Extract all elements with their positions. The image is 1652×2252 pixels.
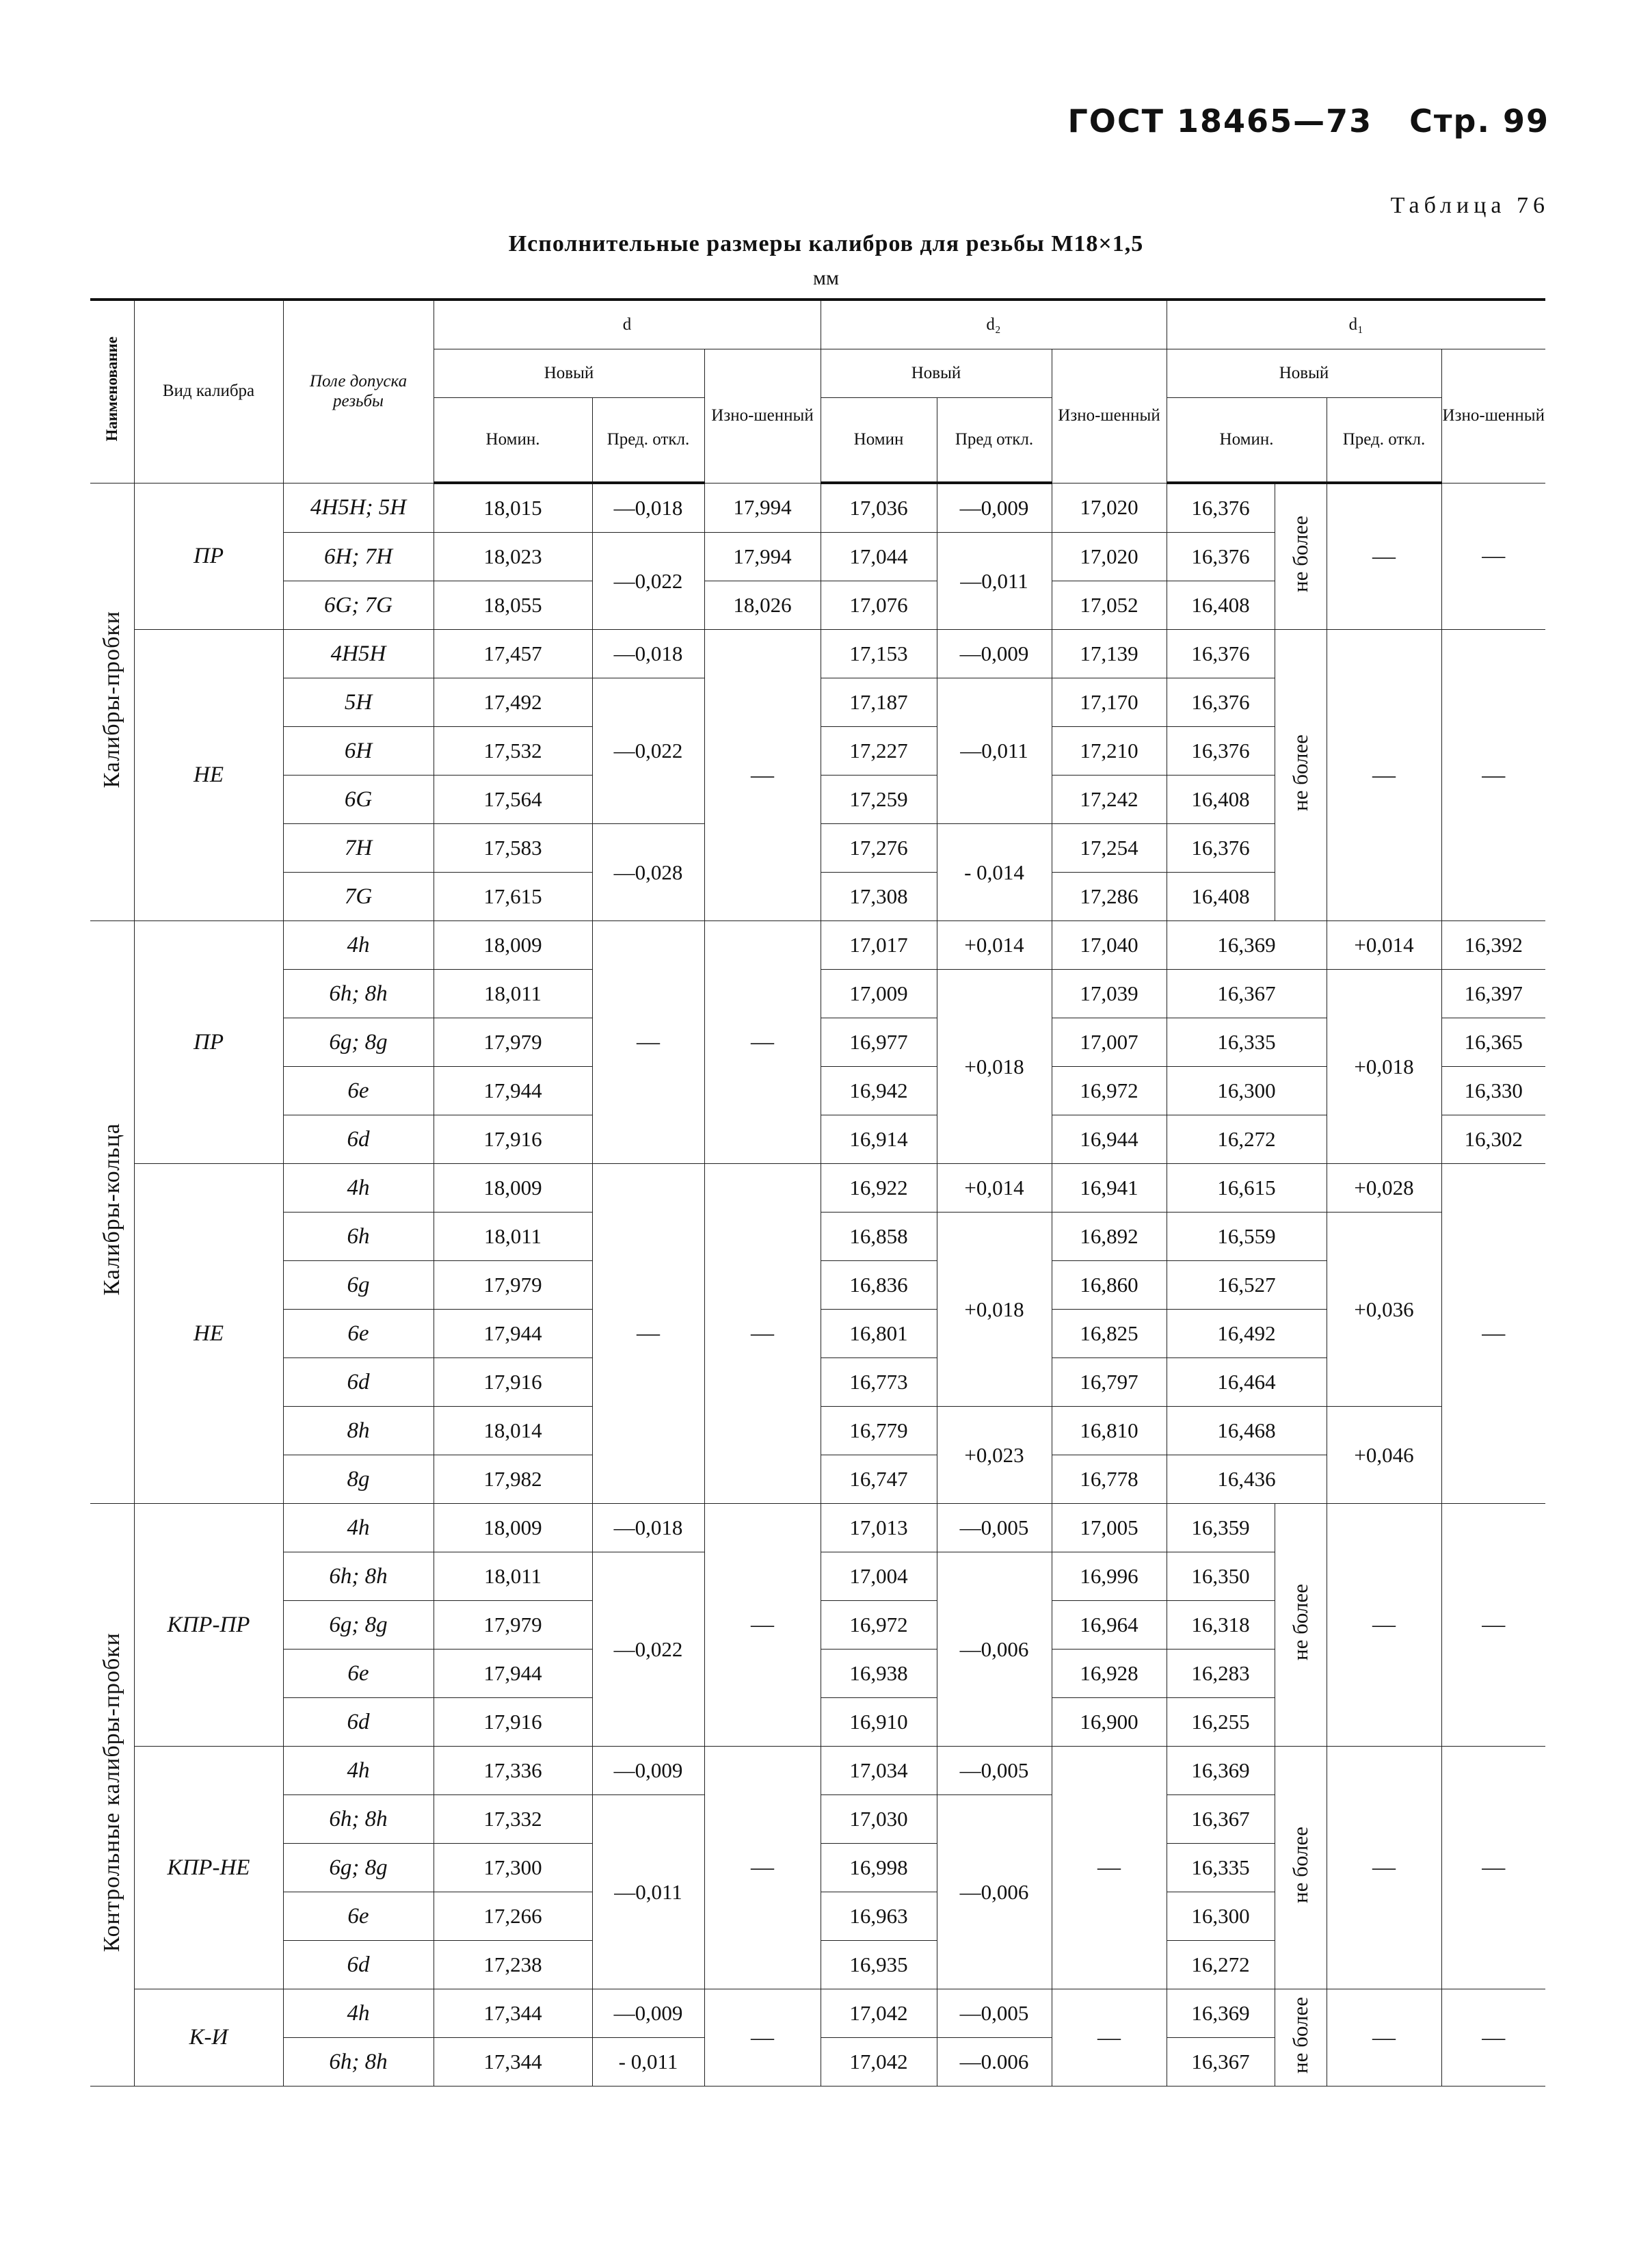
d2-worn-cell: 16,797 <box>1052 1358 1167 1407</box>
d2-nominal-cell: 16,977 <box>821 1018 937 1067</box>
tolerance-cell: 6e <box>283 1067 434 1115</box>
d1-dev-cell: — <box>1327 1747 1441 1989</box>
d1-worn-cell: 16,302 <box>1441 1115 1545 1164</box>
d1-worn-cell: 16,365 <box>1441 1018 1545 1067</box>
d1-dev-header: Пред. откл. <box>1327 398 1441 483</box>
d1-nominal-cell: 16,492 <box>1167 1310 1327 1358</box>
tolerance-cell: 5H <box>283 678 434 727</box>
d2-nominal-cell: 17,276 <box>821 824 937 873</box>
d1-worn-cell: 16,392 <box>1441 921 1545 970</box>
d1-nominal-cell: 16,300 <box>1167 1067 1327 1115</box>
tolerance-cell: 4h <box>283 921 434 970</box>
tolerance-cell: 6g; 8g <box>283 1018 434 1067</box>
d2-worn-cell: 16,860 <box>1052 1261 1167 1310</box>
group-label-plugs: Калибры-пробки <box>90 483 134 921</box>
d-nominal-cell: 18,011 <box>434 1552 592 1601</box>
d1-nominal-cell: 16,335 <box>1167 1018 1327 1067</box>
d1-nominal-cell: 16,350 <box>1167 1552 1275 1601</box>
d-nominal-cell: 17,979 <box>434 1261 592 1310</box>
d2-nominal-cell: 16,836 <box>821 1261 937 1310</box>
d-dev-cell: — <box>592 1164 704 1504</box>
tolerance-cell: 6G; 7G <box>283 581 434 630</box>
d2-nominal-cell: 16,998 <box>821 1844 937 1892</box>
d2-worn-cell: 16,928 <box>1052 1650 1167 1698</box>
d-worn-cell: — <box>704 630 821 921</box>
tolerance-cell: 6e <box>283 1892 434 1941</box>
d-nominal-cell: 17,982 <box>434 1455 592 1504</box>
d1-dev-cell: — <box>1327 1504 1441 1747</box>
d2-worn-cell: 16,944 <box>1052 1115 1167 1164</box>
tolerance-cell: 6H; 7H <box>283 533 434 581</box>
d-nominal-cell: 17,979 <box>434 1601 592 1650</box>
d2-worn-cell: 16,972 <box>1052 1067 1167 1115</box>
d-dev-cell: —0,022 <box>592 678 704 824</box>
d2-nominal-cell: 17,044 <box>821 533 937 581</box>
d1-nominal-cell: 16,318 <box>1167 1601 1275 1650</box>
tolerance-cell: 4h <box>283 1164 434 1213</box>
d2-worn-cell: 17,242 <box>1052 776 1167 824</box>
table-label: Таблица 76 <box>1390 193 1549 218</box>
d-nominal-cell: 17,615 <box>434 873 592 921</box>
table-row <box>90 1989 1545 2038</box>
d2-new-header: Новый <box>821 349 1052 398</box>
d2-dev-cell: —0,011 <box>937 678 1052 824</box>
d1-dev-cell: +0,028 <box>1327 1164 1441 1213</box>
d1-nominal-cell: 16,359 <box>1167 1504 1275 1552</box>
d2-dev-cell: —0,005 <box>937 1989 1052 2038</box>
tolerance-cell: 6h; 8h <box>283 970 434 1018</box>
d-dev-cell: — <box>592 921 704 1164</box>
d1-dev-cell: — <box>1327 630 1441 921</box>
d1-worn-header: Изно-шенный <box>1441 349 1545 483</box>
d2-nominal-cell: 16,963 <box>821 1892 937 1941</box>
d-worn-cell: — <box>704 1164 821 1504</box>
d2-nominal-cell: 17,187 <box>821 678 937 727</box>
tolerance-cell: 6d <box>283 1941 434 1989</box>
d-header: d <box>434 300 821 349</box>
d-nominal-cell: 18,011 <box>434 970 592 1018</box>
d2-dev-header: Пред откл. <box>937 398 1052 483</box>
d2-nominal-cell: 16,773 <box>821 1358 937 1407</box>
kind-kpr-pr: КПР-ПР <box>134 1504 283 1747</box>
d-dev-cell: - 0,011 <box>592 2038 704 2087</box>
d-nominal-cell: 17,300 <box>434 1844 592 1892</box>
d2-nominal-cell: 17,227 <box>821 727 937 776</box>
d-worn-header: Изно-шенный <box>704 349 821 483</box>
d1-nominal-cell: 16,376 <box>1167 824 1275 873</box>
d-nominal-cell: 18,055 <box>434 581 592 630</box>
tolerance-cell: 6d <box>283 1358 434 1407</box>
d-nominal-cell: 17,944 <box>434 1067 592 1115</box>
d1-nominal-cell: 16,369 <box>1167 921 1327 970</box>
d1-nominal-cell: 16,464 <box>1167 1358 1327 1407</box>
tolerance-cell: 6h; 8h <box>283 2038 434 2087</box>
tolerance-cell: 4h <box>283 1747 434 1795</box>
d-nominal-cell: 17,332 <box>434 1795 592 1844</box>
d-nominal-cell: 17,266 <box>434 1892 592 1941</box>
d-nominal-cell: 17,944 <box>434 1650 592 1698</box>
d2-nominal-cell: 17,034 <box>821 1747 937 1795</box>
d-worn-cell: — <box>704 1504 821 1747</box>
d1-worn-cell: — <box>1441 483 1545 630</box>
d2-header: d₂ <box>821 300 1167 349</box>
table-row <box>90 483 1545 533</box>
d-nominal-cell: 17,916 <box>434 1698 592 1747</box>
d2-worn-cell: 16,810 <box>1052 1407 1167 1455</box>
d1-dev-cell: +0,046 <box>1327 1407 1441 1504</box>
d1-dev-cell: — <box>1327 483 1441 630</box>
d2-worn-cell: 17,005 <box>1052 1504 1167 1552</box>
d-dev-cell: —0,022 <box>592 1552 704 1747</box>
d2-worn-cell: 17,020 <box>1052 533 1167 581</box>
d-worn-cell: 18,026 <box>704 581 821 630</box>
d-nominal-cell: 17,564 <box>434 776 592 824</box>
tolerance-cell: 6e <box>283 1650 434 1698</box>
d1-worn-cell: — <box>1441 1747 1545 1989</box>
d1-limit-note: не более <box>1275 1747 1327 1989</box>
d2-dev-cell: —0,006 <box>937 1552 1052 1747</box>
d1-nominal-cell: 16,369 <box>1167 1747 1275 1795</box>
tolerance-cell: 6g <box>283 1261 434 1310</box>
d-dev-cell: —0,018 <box>592 630 704 678</box>
d-nominal-cell: 17,492 <box>434 678 592 727</box>
d2-nominal-header: Номин <box>821 398 937 483</box>
kind-pr: ПР <box>134 483 283 630</box>
d-nominal-cell: 17,238 <box>434 1941 592 1989</box>
d1-nominal-cell: 16,376 <box>1167 727 1275 776</box>
standard-number: ГОСТ 18465—73 <box>1067 103 1373 140</box>
d2-dev-cell: —0,009 <box>937 630 1052 678</box>
kind-ne: НЕ <box>134 1164 283 1504</box>
group-label-control-plugs: Контрольные калибры-пробки <box>90 1504 134 2087</box>
d1-nominal-cell: 16,369 <box>1167 1989 1275 2038</box>
d2-dev-cell: —0,005 <box>937 1747 1052 1795</box>
d2-worn-header: Изно-шенный <box>1052 349 1167 483</box>
d2-nominal-cell: 16,935 <box>821 1941 937 1989</box>
d2-nominal-cell: 17,009 <box>821 970 937 1018</box>
d2-worn-cell: 17,286 <box>1052 873 1167 921</box>
table-row <box>90 1504 1545 1552</box>
d1-new-header: Новый <box>1167 349 1441 398</box>
d2-nominal-cell: 17,017 <box>821 921 937 970</box>
d-worn-cell: — <box>704 921 821 1164</box>
d1-nominal-cell: 16,408 <box>1167 873 1275 921</box>
d-nominal-cell: 17,457 <box>434 630 592 678</box>
tolerance-cell: 6h; 8h <box>283 1552 434 1601</box>
d2-dev-cell: —0.006 <box>937 2038 1052 2087</box>
units-label: мм <box>813 267 839 289</box>
table-row <box>90 1164 1545 1213</box>
d2-dev-cell: +0,018 <box>937 970 1052 1164</box>
d1-nominal-cell: 16,367 <box>1167 970 1327 1018</box>
d1-nominal-cell: 16,436 <box>1167 1455 1327 1504</box>
name-header: Наименование <box>90 300 134 483</box>
d-nominal-cell: 17,532 <box>434 727 592 776</box>
d1-nominal-cell: 16,408 <box>1167 581 1275 630</box>
tolerance-cell: 6G <box>283 776 434 824</box>
tolerance-cell: 6h; 8h <box>283 1795 434 1844</box>
tolerance-cell: 6d <box>283 1698 434 1747</box>
tolerance-cell: 4h <box>283 1989 434 2038</box>
d1-worn-cell: — <box>1441 1504 1545 1747</box>
page-header <box>1067 103 1549 140</box>
d1-nominal-cell: 16,376 <box>1167 678 1275 727</box>
d2-dev-cell: —0,005 <box>937 1504 1052 1552</box>
d-dev-cell: —0,022 <box>592 533 704 630</box>
kind-header: Вид калибра <box>134 300 283 483</box>
d1-nominal-cell: 16,376 <box>1167 630 1275 678</box>
d1-nominal-cell: 16,527 <box>1167 1261 1327 1310</box>
d-nominal-cell: 18,015 <box>434 483 592 533</box>
d2-nominal-cell: 17,036 <box>821 483 937 533</box>
gauge-dimensions-table <box>90 298 1545 2087</box>
d-dev-cell: —0,011 <box>592 1795 704 1989</box>
d2-nominal-cell: 17,030 <box>821 1795 937 1844</box>
d1-nominal-cell: 16,283 <box>1167 1650 1275 1698</box>
d2-nominal-cell: 16,858 <box>821 1213 937 1261</box>
d2-dev-cell: +0,014 <box>937 921 1052 970</box>
d1-limit-note: не более <box>1275 1504 1327 1747</box>
d2-nominal-cell: 16,910 <box>821 1698 937 1747</box>
tolerance-cell: 6h <box>283 1213 434 1261</box>
d1-nominal-cell: 16,559 <box>1167 1213 1327 1261</box>
table-title: Исполнительные размеры калибров для резьбы M18×1,5 <box>508 231 1144 256</box>
d-dev-cell: —0,009 <box>592 1989 704 2038</box>
d2-worn-cell: 17,254 <box>1052 824 1167 873</box>
d1-nominal-cell: 16,408 <box>1167 776 1275 824</box>
d1-dev-cell: +0,018 <box>1327 970 1441 1164</box>
d1-nominal-cell: 16,335 <box>1167 1844 1275 1892</box>
d1-dev-cell: +0,014 <box>1327 921 1441 970</box>
d-nominal-cell: 18,009 <box>434 1504 592 1552</box>
d-dev-cell: —0,028 <box>592 824 704 921</box>
d1-nominal-cell: 16,272 <box>1167 1941 1275 1989</box>
kind-pr: ПР <box>134 921 283 1164</box>
d2-nominal-cell: 17,076 <box>821 581 937 630</box>
d-nominal-cell: 17,344 <box>434 2038 592 2087</box>
d-new-header: Новый <box>434 349 704 398</box>
d2-dev-cell: - 0,014 <box>937 824 1052 921</box>
d2-nominal-cell: 16,914 <box>821 1115 937 1164</box>
d-worn-cell: 17,994 <box>704 533 821 581</box>
d1-worn-cell: — <box>1441 1989 1545 2087</box>
page-number: Стр. 99 <box>1409 103 1549 140</box>
d1-header: d₁ <box>1167 300 1545 349</box>
d2-nominal-cell: 17,013 <box>821 1504 937 1552</box>
d1-worn-cell: 16,397 <box>1441 970 1545 1018</box>
d2-worn-cell: 16,778 <box>1052 1455 1167 1504</box>
d2-worn-cell: 16,825 <box>1052 1310 1167 1358</box>
d2-nominal-cell: 17,153 <box>821 630 937 678</box>
d-dev-cell: —0,018 <box>592 483 704 533</box>
d2-worn-cell: 17,139 <box>1052 630 1167 678</box>
d2-worn-cell: 17,040 <box>1052 921 1167 970</box>
d2-nominal-cell: 17,042 <box>821 2038 937 2087</box>
d-nominal-cell: 18,009 <box>434 921 592 970</box>
d2-worn-cell: 17,039 <box>1052 970 1167 1018</box>
d2-nominal-cell: 16,972 <box>821 1601 937 1650</box>
d2-worn-cell: 16,892 <box>1052 1213 1167 1261</box>
tolerance-cell: 6H <box>283 727 434 776</box>
d-nominal-cell: 18,023 <box>434 533 592 581</box>
table-row <box>90 630 1545 678</box>
d-dev-cell: —0,009 <box>592 1747 704 1795</box>
tolerance-cell: 8g <box>283 1455 434 1504</box>
d2-nominal-cell: 16,942 <box>821 1067 937 1115</box>
kind-kpr-ne: КПР-НЕ <box>134 1747 283 1989</box>
d2-nominal-cell: 16,747 <box>821 1455 937 1504</box>
tolerance-header: Поле допуска резьбы <box>283 300 434 483</box>
d1-nominal-header: Номин. <box>1167 398 1327 483</box>
d-nominal-cell: 18,011 <box>434 1213 592 1261</box>
d2-dev-cell: —0,006 <box>937 1795 1052 1989</box>
d1-worn-cell: 16,330 <box>1441 1067 1545 1115</box>
d-worn-cell: — <box>704 1989 821 2087</box>
d1-nominal-cell: 16,376 <box>1167 483 1275 533</box>
d1-nominal-cell: 16,376 <box>1167 533 1275 581</box>
tolerance-cell: 6g; 8g <box>283 1844 434 1892</box>
d1-worn-cell: — <box>1441 630 1545 921</box>
d2-worn-cell: 16,996 <box>1052 1552 1167 1601</box>
d-nominal-cell: 17,916 <box>434 1358 592 1407</box>
d2-nominal-cell: 17,259 <box>821 776 937 824</box>
table-row <box>90 1747 1545 1795</box>
d-dev-header: Пред. откл. <box>592 398 704 483</box>
d-nominal-cell: 18,009 <box>434 1164 592 1213</box>
d-nominal-cell: 17,344 <box>434 1989 592 2038</box>
d2-worn-cell: 17,052 <box>1052 581 1167 630</box>
d2-nominal-cell: 16,801 <box>821 1310 937 1358</box>
d2-dev-cell: +0,023 <box>937 1407 1052 1504</box>
d-nominal-header: Номин. <box>434 398 592 483</box>
d2-worn-cell: 16,900 <box>1052 1698 1167 1747</box>
d1-nominal-cell: 16,272 <box>1167 1115 1327 1164</box>
d-worn-cell: — <box>704 1747 821 1989</box>
d1-nominal-cell: 16,367 <box>1167 1795 1275 1844</box>
d-nominal-cell: 18,014 <box>434 1407 592 1455</box>
tolerance-cell: 8h <box>283 1407 434 1455</box>
d2-worn-cell: 17,020 <box>1052 483 1167 533</box>
d2-nominal-cell: 16,938 <box>821 1650 937 1698</box>
d-nominal-cell: 17,916 <box>434 1115 592 1164</box>
d2-worn-cell: 17,007 <box>1052 1018 1167 1067</box>
d1-nominal-cell: 16,300 <box>1167 1892 1275 1941</box>
d2-nominal-cell: 17,042 <box>821 1989 937 2038</box>
tolerance-cell: 6e <box>283 1310 434 1358</box>
d2-dev-cell: —0,011 <box>937 533 1052 630</box>
group-label-rings: Калибры-кольца <box>90 921 134 1504</box>
d2-nominal-cell: 16,922 <box>821 1164 937 1213</box>
d-nominal-cell: 17,979 <box>434 1018 592 1067</box>
tolerance-cell: 7G <box>283 873 434 921</box>
table-row <box>90 921 1545 970</box>
d1-nominal-cell: 16,367 <box>1167 2038 1275 2087</box>
d1-nominal-cell: 16,468 <box>1167 1407 1327 1455</box>
d2-nominal-cell: 17,004 <box>821 1552 937 1601</box>
tolerance-cell: 4h <box>283 1504 434 1552</box>
d2-worn-cell: — <box>1052 1989 1167 2087</box>
d2-dev-cell: +0,014 <box>937 1164 1052 1213</box>
d2-worn-cell: 17,170 <box>1052 678 1167 727</box>
d2-worn-cell: — <box>1052 1747 1167 1989</box>
d-worn-cell: 17,994 <box>704 483 821 533</box>
kind-k-i: К-И <box>134 1989 283 2087</box>
d-nominal-cell: 17,944 <box>434 1310 592 1358</box>
tolerance-cell: 6d <box>283 1115 434 1164</box>
d2-worn-cell: 16,941 <box>1052 1164 1167 1213</box>
d1-nominal-cell: 16,615 <box>1167 1164 1327 1213</box>
tolerance-cell: 7H <box>283 824 434 873</box>
d2-nominal-cell: 16,779 <box>821 1407 937 1455</box>
d2-dev-cell: +0,018 <box>937 1213 1052 1407</box>
d2-nominal-cell: 17,308 <box>821 873 937 921</box>
d-dev-cell: —0,018 <box>592 1504 704 1552</box>
d1-nominal-cell: 16,255 <box>1167 1698 1275 1747</box>
d1-limit-note: не более <box>1275 1989 1327 2087</box>
d1-limit-note: не более <box>1275 630 1327 921</box>
tolerance-cell: 4H5H; 5H <box>283 483 434 533</box>
d2-worn-cell: 17,210 <box>1052 727 1167 776</box>
kind-ne: НЕ <box>134 630 283 921</box>
d1-dev-cell: +0,036 <box>1327 1213 1441 1407</box>
tolerance-cell: 4H5H <box>283 630 434 678</box>
d-nominal-cell: 17,583 <box>434 824 592 873</box>
d-nominal-cell: 17,336 <box>434 1747 592 1795</box>
tolerance-cell: 6g; 8g <box>283 1601 434 1650</box>
d2-worn-cell: 16,964 <box>1052 1601 1167 1650</box>
d1-limit-note: не более <box>1275 483 1327 630</box>
d1-worn-cell: — <box>1441 1164 1545 1504</box>
d2-dev-cell: —0,009 <box>937 483 1052 533</box>
d1-dev-cell: — <box>1327 1989 1441 2087</box>
